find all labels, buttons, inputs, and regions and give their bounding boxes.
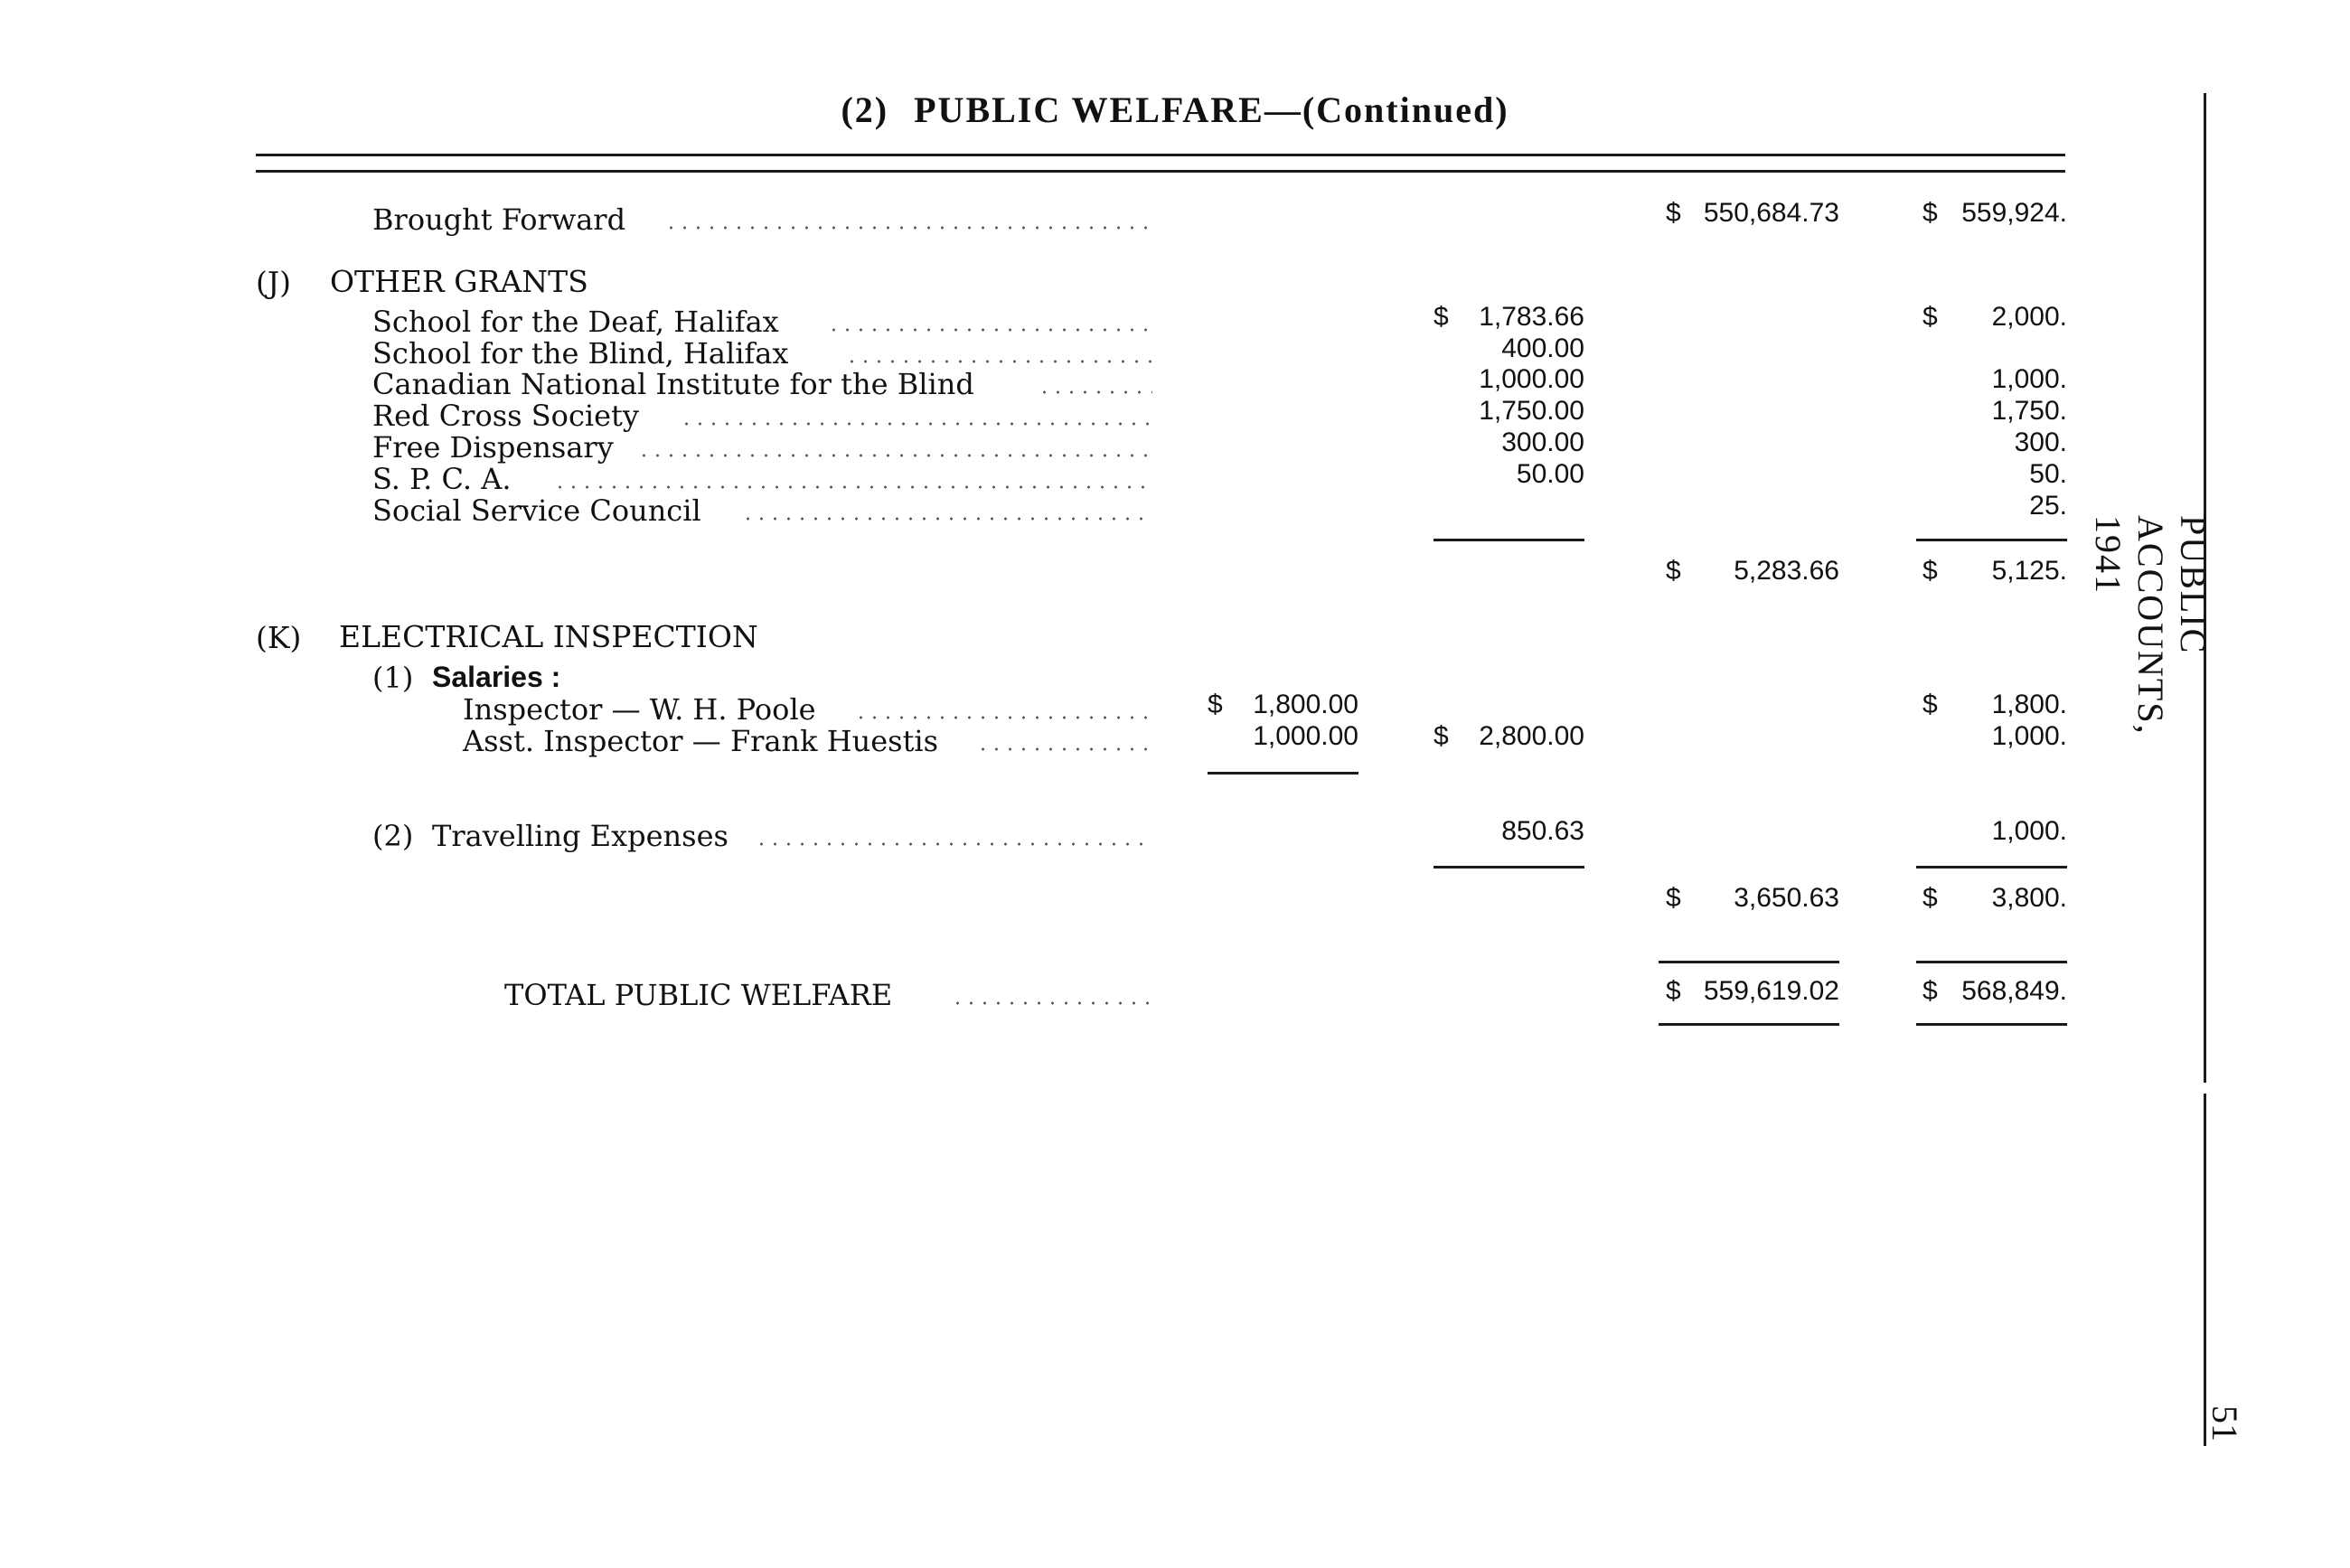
currency-sign: $ — [1922, 976, 1938, 1006]
travel-number: (2) — [372, 819, 414, 853]
section-k-total: 3,650.63 — [1734, 883, 1839, 913]
leader-dots — [680, 422, 1152, 426]
grand-total-estimate: 568,849. — [1961, 976, 2067, 1006]
salary-label: Inspector — W. H. Poole — [463, 692, 816, 727]
section-k-total-estimate: 3,800. — [1991, 883, 2067, 913]
salaries-number: (1) — [372, 661, 414, 695]
grant-amount: 1,000.00 — [1479, 364, 1584, 394]
subtotal-rule — [1916, 539, 2067, 541]
currency-sign: $ — [1666, 556, 1681, 586]
leader-dots — [1038, 390, 1152, 394]
brought-forward-estimate: 559,924. — [1961, 198, 2067, 228]
leader-dots — [741, 517, 1152, 521]
salary-subtotal: 2,800.00 — [1479, 721, 1584, 751]
page-title — [0, 89, 2350, 131]
currency-sign: $ — [1666, 198, 1681, 228]
leader-dots — [951, 1001, 1152, 1005]
grant-estimate: 1,000. — [1991, 364, 2067, 394]
travel-amount: 850.63 — [1501, 816, 1584, 846]
grand-total-rule-top — [1916, 961, 2067, 963]
grant-amount: 50.00 — [1516, 459, 1584, 489]
leader-dots — [664, 226, 1152, 230]
grant-label: School for the Deaf, Halifax — [372, 305, 779, 339]
salaries-rule — [1208, 772, 1358, 775]
salary-amount: 1,000.00 — [1253, 721, 1358, 751]
subtotal-rule — [1434, 539, 1584, 541]
grant-amount: 300.00 — [1501, 427, 1584, 457]
grant-label: School for the Blind, Halifax — [372, 336, 789, 371]
grand-total-rule-top — [1659, 961, 1839, 963]
leader-dots — [755, 842, 1152, 846]
currency-sign: $ — [1922, 302, 1938, 332]
title-text: PUBLIC WELFARE—(Continued) — [914, 89, 1509, 130]
leader-dots — [854, 716, 1152, 719]
leader-dots — [827, 328, 1152, 332]
section-j-total: 5,283.66 — [1734, 556, 1839, 586]
section-title: ELECTRICAL INSPECTION — [339, 619, 758, 654]
grant-label: Social Service Council — [372, 493, 701, 528]
sidebar-rule-lower — [2204, 1094, 2206, 1446]
grant-amount: 400.00 — [1501, 333, 1584, 363]
grant-amount: 1,750.00 — [1479, 396, 1584, 426]
leader-dots — [637, 454, 1152, 457]
brought-forward-label: Brought Forward — [372, 202, 626, 237]
salary-estimate: 1,000. — [1991, 721, 2067, 751]
salary-amount: 1,800.00 — [1253, 690, 1358, 719]
travel-estimate: 1,000. — [1991, 816, 2067, 846]
grant-label: Free Dispensary — [372, 430, 614, 465]
grant-estimate: 2,000. — [1991, 302, 2067, 332]
salaries-heading: Salaries : — [432, 661, 561, 693]
grant-estimate: 1,750. — [1991, 396, 2067, 426]
header-rule-top — [256, 154, 2065, 156]
grant-estimate: 25. — [2029, 491, 2067, 521]
subtotal-rule — [1916, 866, 2067, 869]
salary-estimate: 1,800. — [1991, 690, 2067, 719]
grand-total-amount: 559,619.02 — [1703, 976, 1839, 1006]
currency-sign: $ — [1666, 883, 1681, 913]
brought-forward-amount: 550,684.73 — [1703, 198, 1839, 228]
grant-estimate: 300. — [2014, 427, 2067, 457]
page-number: 51 — [2204, 1405, 2245, 1441]
grand-total-rule-bottom — [1916, 1023, 2067, 1026]
currency-sign: $ — [1434, 721, 1449, 751]
header-rule-bottom — [256, 170, 2065, 173]
grant-label: S. P. C. A. — [372, 462, 512, 496]
grant-label: Canadian National Institute for the Blind — [372, 367, 974, 401]
currency-sign: $ — [1922, 556, 1938, 586]
leader-dots — [976, 747, 1152, 751]
subtotal-rule — [1434, 866, 1584, 869]
section-title: OTHER GRANTS — [330, 264, 588, 299]
currency-sign: $ — [1434, 302, 1449, 332]
title-number: (2) — [841, 89, 889, 130]
grant-label: Red Cross Society — [372, 399, 639, 433]
currency-sign: $ — [1922, 690, 1938, 719]
currency-sign: $ — [1666, 976, 1681, 1006]
currency-sign: $ — [1208, 690, 1223, 719]
section-j-total-estimate: 5,125. — [1991, 556, 2067, 586]
grand-total-rule-bottom — [1659, 1023, 1839, 1026]
travel-label: Travelling Expenses — [432, 819, 728, 853]
section-letter: (J) — [256, 265, 291, 300]
currency-sign: $ — [1922, 198, 1938, 228]
section-letter: (K) — [256, 620, 302, 655]
leader-dots — [553, 485, 1152, 489]
running-title: PUBLIC ACCOUNTS, 1941 — [2088, 515, 2214, 736]
salary-label: Asst. Inspector — Frank Huestis — [463, 724, 939, 758]
currency-sign: $ — [1922, 883, 1938, 913]
leader-dots — [845, 360, 1152, 363]
grant-estimate: 50. — [2029, 459, 2067, 489]
grand-total-label: TOTAL PUBLIC WELFARE — [504, 978, 893, 1012]
grant-amount: 1,783.66 — [1479, 302, 1584, 332]
